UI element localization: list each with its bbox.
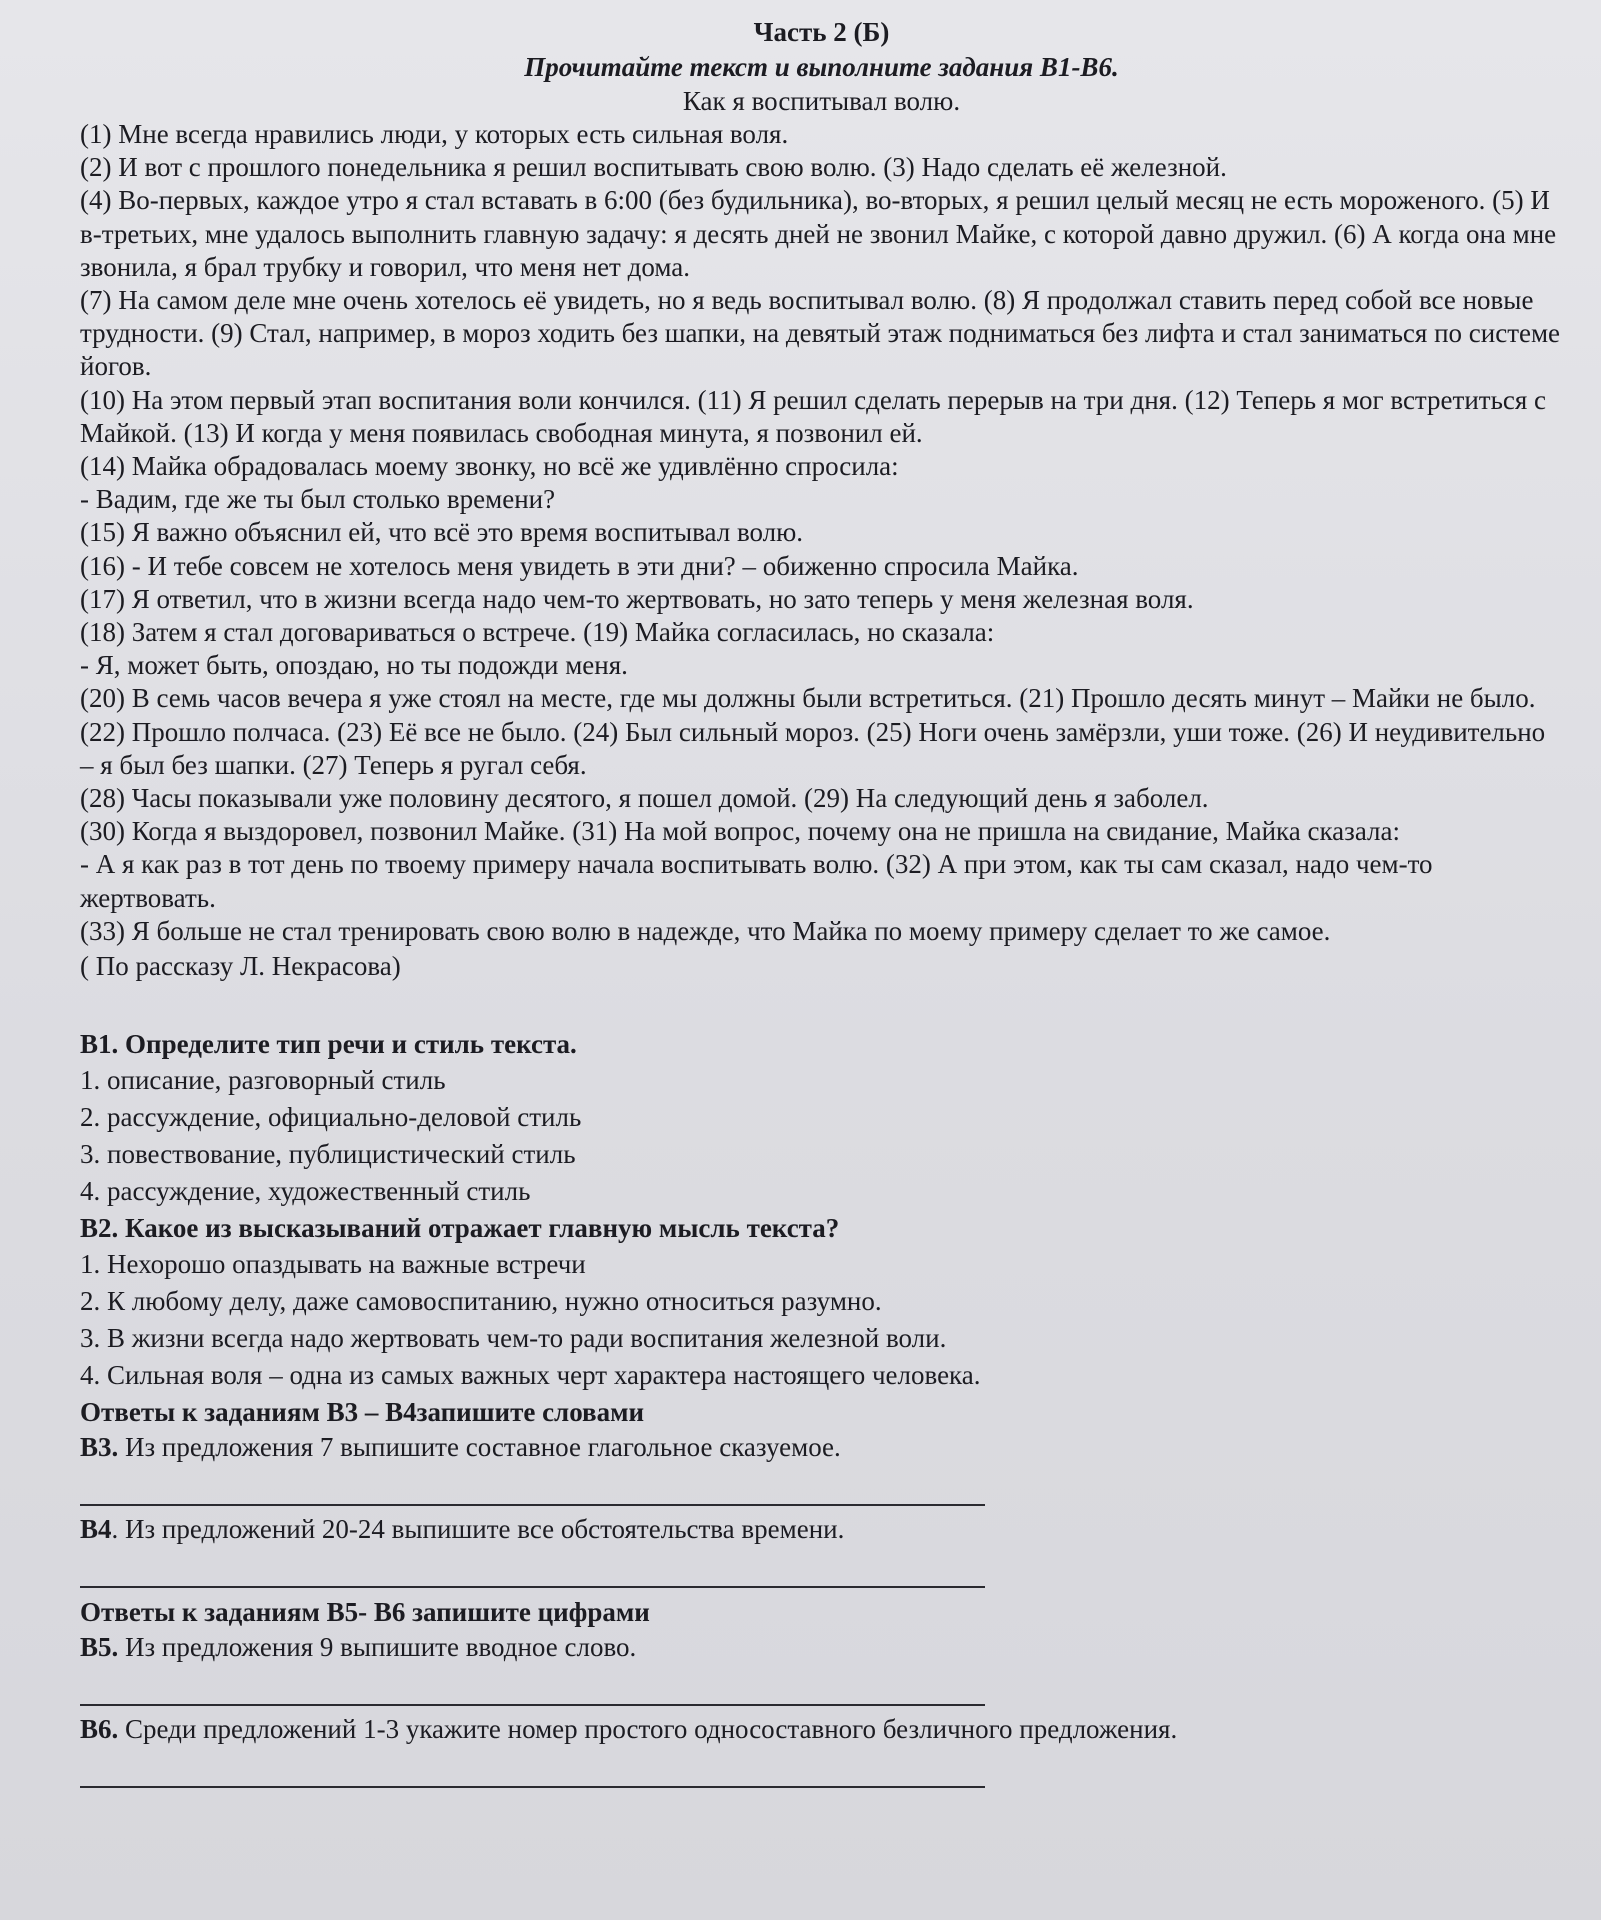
paragraph: (2) И вот с прошлого понедельника я решил воспитывать свою волю. (3) Надо сделать её железной.	[80, 152, 1227, 183]
answer-option: 4. рассуждение, художественный стиль	[80, 1176, 531, 1207]
section-heading-digits: Ответы к заданиям В5- В6 запишите цифрами	[80, 1597, 650, 1628]
part-title: Часть 2 (Б)	[753, 17, 890, 47]
paragraph: - Вадим, где же ты был столько времени?	[80, 484, 556, 515]
paragraph: (20) В семь часов вечера я уже стоял на месте, где мы должны были встретиться. (21) Прошло десять минут – Майки не было. (22) Прошло полчаса. (23) Её все не было. (24) Был сильный мороз. (25) Ноги очень замёрзли, уши тоже. (26) И неудивительно – я был без шапки. (27) Теперь я ругал себя.	[80, 683, 1546, 780]
question-b2	[80, 1210, 1563, 1394]
answer-option: 3. повествование, публицистический стиль	[80, 1139, 576, 1170]
paragraph: (7) На самом деле мне очень хотелось её увидеть, но я ведь воспитывал волю. (8) Я продолжал ставить перед собой все новые трудности. (9) Стал, например, в мороз ходить без шапки, на девятый этаж подниматься без лифта и стал заниматься по системе йогов.	[80, 285, 1561, 382]
paragraph: (4) Во-первых, каждое утро я стал вставать в 6:00 (без будильника), во-вторых, я решил целый месяц не есть мороженого. (5) И в-третьих, мне удалось выполнить главную задачу: я десять дней не звонил Майке, с которой давно дружил. (6) А когда она мне звонила, я брал трубку и говорил, что меня нет дома.	[80, 185, 1557, 282]
paragraph: (14) Майка обрадовалась моему звонку, но всё же удивлённо спросила:	[80, 451, 899, 482]
task-text: Из предложения 7 выпишите составное глагольное сказуемое.	[118, 1432, 841, 1463]
question-title: В1. Определите тип речи и стиль текста.	[80, 1029, 577, 1060]
paragraph: (17) Я ответил, что в жизни всегда надо чем-то жертвовать, но зато теперь у меня железная воля.	[80, 583, 1194, 614]
paragraph: (28) Часы показывали уже половину десятого, я пошел домой. (29) На следующий день я заболел.	[80, 783, 1209, 814]
task-label: В5.	[80, 1632, 119, 1663]
answer-line[interactable]	[80, 1464, 985, 1506]
paragraph: - А я как раз в тот день по твоему примеру начала воспитывать волю. (32) А при этом, как ты сам сказал, надо чем-то жертвовать.	[80, 849, 1433, 913]
paragraph: (33) Я больше не стал тренировать свою волю в надежде, что Майка по моему примеру сделает то же самое.	[80, 915, 1331, 946]
paragraph: (1) Мне всегда нравились люди, у которых есть сильная воля.	[80, 119, 789, 149]
task-text: Среди предложений 1-3 укажите номер простого односоставного безличного предложения.	[118, 1714, 1178, 1745]
answer-option: 1. Нехорошо опаздывать на важные встречи	[80, 1249, 586, 1280]
paragraph: (16) - И тебе совсем не хотелось меня увидеть в эти дни? – обиженно спросила Майка.	[80, 550, 1079, 581]
task-label: В3.	[80, 1432, 119, 1463]
section-heading-words: Ответы к заданиям В3 – В4запишите словами	[80, 1397, 645, 1428]
story-text	[80, 118, 1563, 948]
task-text: Из предложения 9 выпишите вводное слово.	[118, 1632, 637, 1663]
question-title: В2. Какое из высказываний отражает главную мысль текста?	[80, 1213, 840, 1244]
question-b1	[80, 1026, 1563, 1210]
paragraph: (15) Я важно объяснил ей, что всё это время воспитывал волю.	[80, 517, 804, 548]
paragraph: (30) Когда я выздоровел, позвонил Майке. (31) На мой вопрос, почему она не пришла на свидание, Майка сказала:	[80, 816, 1400, 847]
task-label: В6.	[80, 1714, 119, 1745]
task-b6	[80, 1712, 1563, 1788]
answer-option: 1. описание, разговорный стиль	[80, 1065, 446, 1096]
answer-line[interactable]	[80, 1664, 985, 1706]
paragraph: - Я, может быть, опоздаю, но ты подожди меня.	[80, 650, 628, 681]
text-title: Как я воспитывал волю.	[682, 86, 961, 116]
answer-option: 3. В жизни всегда надо жертвовать чем-то ради воспитания железной воли.	[80, 1323, 947, 1354]
paragraph: (10) На этом первый этап воспитания воли кончился. (11) Я решил сделать перерыв на три дня. (12) Теперь я мог встретиться с Майкой. (13) И когда у меня появилась свободная минута, я позвонил ей.	[80, 384, 1547, 448]
answer-option: 2. К любому делу, даже самовоспитанию, нужно относиться разумно.	[80, 1286, 882, 1317]
answer-line[interactable]	[80, 1746, 985, 1788]
paragraph: (18) Затем я стал договариваться о встрече. (19) Майка согласилась, но сказала:	[80, 617, 995, 648]
task-label: В4	[80, 1514, 112, 1545]
source-attribution: ( По рассказу Л. Некрасова)	[80, 951, 401, 982]
task-text: . Из предложений 20-24 выпишите все обстоятельства времени.	[111, 1514, 845, 1545]
task-b4	[80, 1512, 1563, 1588]
instruction: Прочитайте текст и выполните задания В1-В6.	[524, 52, 1119, 82]
answer-option: 2. рассуждение, официально-деловой стиль	[80, 1102, 582, 1133]
task-b3	[80, 1430, 1563, 1506]
task-b5	[80, 1630, 1563, 1706]
answer-line[interactable]	[80, 1546, 985, 1588]
answer-option: 4. Сильная воля – одна из самых важных черт характера настоящего человека.	[80, 1360, 981, 1391]
